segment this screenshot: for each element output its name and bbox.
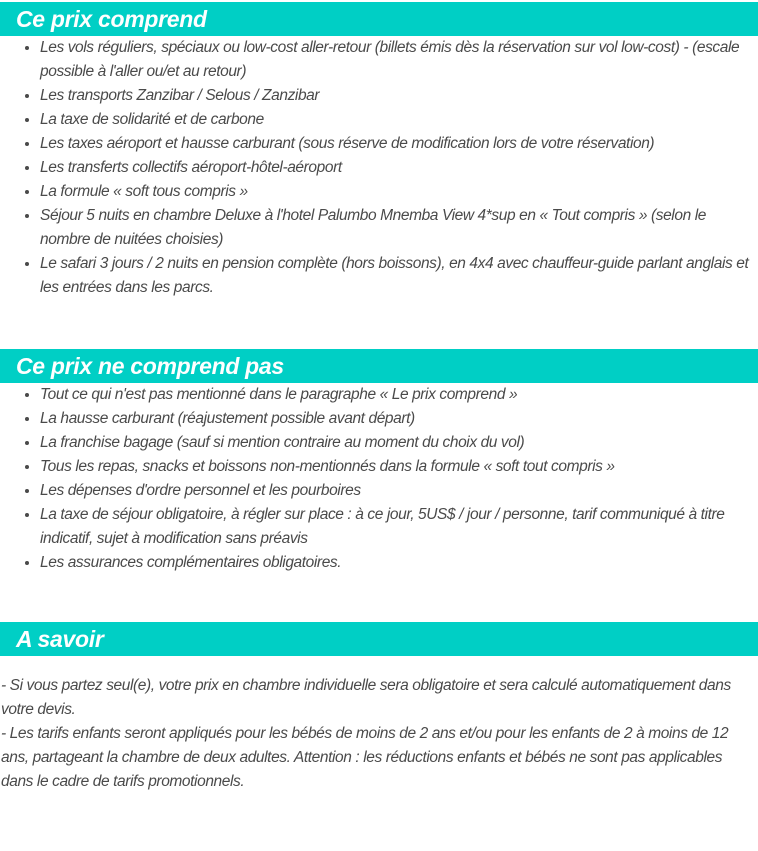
list-item: • La franchise bagage (sauf si mention contraire au moment du choix du vol) bbox=[40, 431, 752, 455]
note-paragraph: - Si vous partez seul(e), votre prix en chambre individuelle sera obligatoire et sera calculé automatiquement dans votre devis. bbox=[1, 677, 731, 718]
price-details-page bbox=[0, 2, 758, 794]
list-item: • Séjour 5 nuits en chambre Deluxe à l'hotel Palumbo Mnemba View 4*sup en « Tout compris » (selon le nombre de nuitées choisies) bbox=[40, 204, 752, 252]
section-header-price-included bbox=[0, 2, 758, 36]
to-know-notes bbox=[0, 674, 758, 794]
list-item: • Le safari 3 jours / 2 nuits en pension complète (hors boissons), en 4x4 avec chauffeur-guide parlant anglais et les entrées dans les parcs. bbox=[40, 252, 752, 300]
section-title-to-know: A savoir bbox=[16, 625, 104, 652]
price-included-list bbox=[0, 36, 758, 300]
list-item: • Tout ce qui n'est pas mentionné dans le paragraphe « Le prix comprend » bbox=[40, 383, 752, 407]
list-item: • Les assurances complémentaires obligatoires. bbox=[40, 551, 752, 575]
note-paragraph: - Les tarifs enfants seront appliqués pour les bébés de moins de 2 ans et/ou pour les enfants de 2 à moins de 12 ans, partageant la chambre de deux adultes. Attention : les réductions enfants et bébés ne sont pas applicables dans le cadre de tarifs promotionnels. bbox=[1, 725, 729, 790]
section-title-price-included: Ce prix comprend bbox=[16, 5, 207, 32]
list-item: • Les dépenses d'ordre personnel et les pourboires bbox=[40, 479, 752, 503]
section-title-price-not-included: Ce prix ne comprend pas bbox=[16, 352, 284, 379]
list-item: • Les transferts collectifs aéroport-hôtel-aéroport bbox=[40, 156, 752, 180]
list-item: • Les transports Zanzibar / Selous / Zanzibar bbox=[40, 84, 752, 108]
price-not-included-list bbox=[0, 383, 758, 575]
list-item: • Les vols réguliers, spéciaux ou low-cost aller-retour (billets émis dès la réservation sur vol low-cost) - (escale possible à l'aller ou/et au retour) bbox=[40, 36, 752, 84]
section-header-price-not-included bbox=[0, 349, 758, 383]
list-item: • La formule « soft tous compris » bbox=[40, 180, 752, 204]
list-item: • La hausse carburant (réajustement possible avant départ) bbox=[40, 407, 752, 431]
list-item: • Tous les repas, snacks et boissons non-mentionnés dans la formule « soft tout compris » bbox=[40, 455, 752, 479]
list-item: • Les taxes aéroport et hausse carburant (sous réserve de modification lors de votre réservation) bbox=[40, 132, 752, 156]
section-header-to-know bbox=[0, 622, 758, 656]
list-item: • La taxe de séjour obligatoire, à régler sur place : à ce jour, 5US$ / jour / personne, tarif communiqué à titre indicatif, sujet à modification sans préavis bbox=[40, 503, 752, 551]
list-item: • La taxe de solidarité et de carbone bbox=[40, 108, 752, 132]
